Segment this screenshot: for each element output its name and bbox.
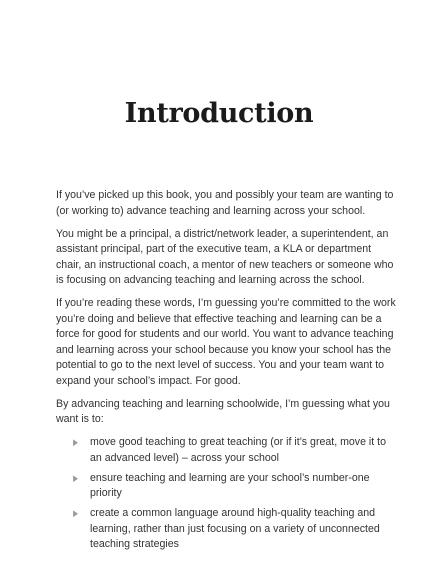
list-item-text: ensure teaching and learning are your school’s number-one priority	[90, 471, 370, 499]
paragraph: You might be a principal, a district/network leader, a superintendent, an assistant principal, part of the executive team, a KLA or department chair, an instructional coach, a mentor of new teachers or someone who is focusing on advancing teaching and learning across the school.	[56, 227, 394, 286]
triangle-bullet-icon	[70, 435, 82, 451]
triangle-bullet-icon	[70, 471, 82, 487]
list-item-text: move good teaching to great teaching (or if it’s great, move it to an advanced level) – across your school	[90, 436, 387, 464]
list-item-text: create a common language around high-quality teaching and learning, rather than just focusing on a variety of unconnected teaching strategies	[90, 507, 380, 550]
paragraph: If you’ve picked up this book, you and possibly your team are wanting to (or working to) advance teaching and learning across your school.	[56, 189, 394, 217]
chapter-body	[56, 188, 396, 557]
triangle-bullet-icon	[70, 506, 82, 522]
list-item	[56, 506, 396, 553]
list-item	[56, 435, 396, 466]
bullet-list	[56, 435, 396, 553]
chapter-title: Introduction	[124, 98, 314, 129]
list-item	[56, 471, 396, 502]
paragraph: By advancing teaching and learning schoolwide, I’m guessing what you want is to:	[56, 397, 390, 425]
paragraph: If you’re reading these words, I’m guessing you’re committed to the work you’re doing and believe that effective teaching and learning can be a force for good for students and our world. You want to advance teaching and learning across your school because you know your school has the potential to go to the next level of success. You and your team want to expand your school’s impact. For good.	[56, 297, 396, 387]
